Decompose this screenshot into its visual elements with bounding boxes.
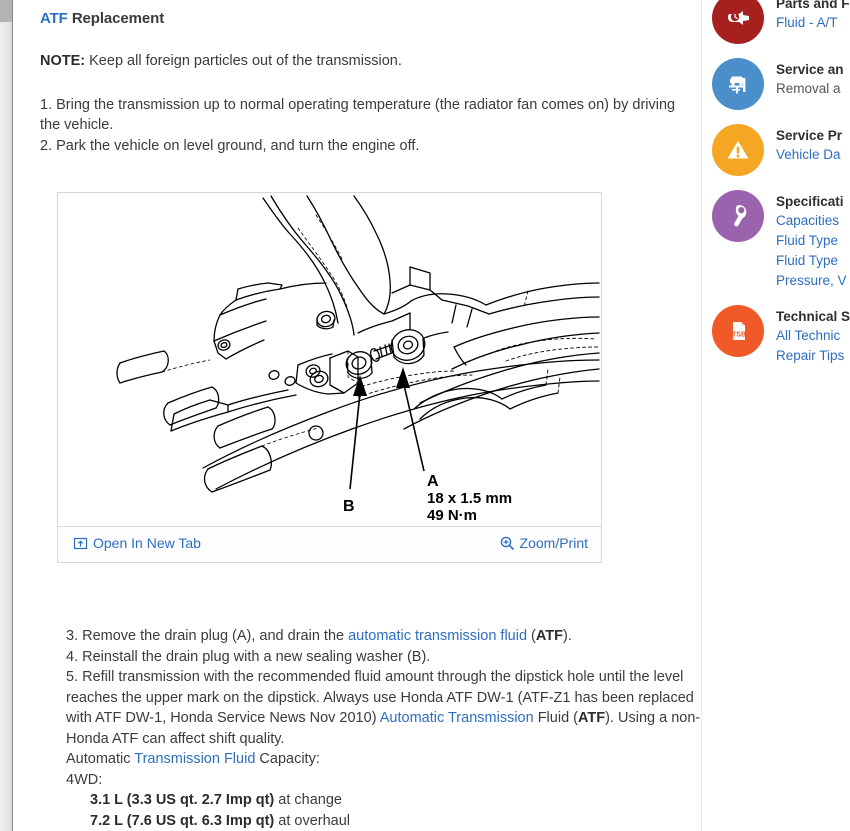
note-text: Keep all foreign particles out of the transmission.: [85, 53, 402, 69]
capacity-overhaul-value: 7.2 L (7.6 US qt. 6.3 Imp qt): [90, 812, 275, 829]
sidebar-link-repair-tips[interactable]: Repair Tips: [776, 348, 845, 363]
step-4: 4. Reinstall the drain plug with a new sealing washer (B).: [66, 648, 431, 665]
note-label: NOTE:: [40, 53, 86, 69]
step-2: 2. Park the vehicle on level ground, and turn the engine off.: [40, 137, 420, 154]
callout-b-letter: B: [343, 498, 355, 515]
sidebar-link-fluid-type-2[interactable]: Fluid Type: [776, 253, 839, 268]
scrollbar-thumb[interactable]: [0, 0, 12, 22]
related-resources-sidebar: [701, 0, 850, 831]
step-5-prefix: 5. Refill transmission with the recommended fluid amount through the dipstick hole until the level reaches the upper mark on the dipstick. Always use Honda ATF DW-1 (ATF-Z1 has been replaced with ATF DW-1, Honda Service News Nov 2010): [66, 669, 694, 726]
warning-triangle-icon: [712, 124, 764, 176]
sidebar-sub-removal: Removal a: [776, 81, 841, 96]
sidebar-link-all-technical[interactable]: All Technic: [776, 328, 841, 343]
callout-a-spec-size: 18 x 1.5 mm: [427, 490, 513, 507]
sidebar-title-service-and-repair: Service an: [776, 62, 844, 77]
sidebar-title-technical-service-bulletins: Technical S: [776, 309, 850, 324]
step-3-link[interactable]: automatic transmission fluid: [348, 628, 528, 644]
sidebar-item-technical-service-bulletins[interactable]: [702, 305, 850, 366]
transmission-drain-plug-drawing: [58, 193, 601, 526]
step-3-prefix: 3. Remove the drain plug (A), and drain the: [66, 628, 349, 644]
capacity-overhaul-label: at overhaul: [274, 812, 351, 829]
page-title: [40, 10, 700, 27]
zoom-print-button[interactable]: [500, 535, 588, 551]
capacity-suffix: Capacity:: [255, 751, 320, 767]
sidebar-link-vehicle-damage[interactable]: Vehicle Da: [776, 147, 841, 162]
sidebar-item-parts-and-fluids-texts: [776, 0, 850, 33]
sidebar-title-service-precautions: Service Pr: [776, 128, 843, 143]
sidebar-link-capacities[interactable]: Capacities: [776, 213, 840, 228]
tsb-document-icon: [712, 305, 764, 357]
figure-panel: [57, 192, 602, 563]
sidebar-title-parts-and-fluids: Parts and F: [776, 0, 850, 11]
callout-a-spec-torque: 49 N·m: [427, 507, 478, 524]
step-5-mid: Fluid (: [533, 710, 578, 726]
sidebar-item-service-precautions[interactable]: [702, 124, 845, 176]
car-lift-icon: [712, 58, 764, 110]
capacity-link[interactable]: Transmission Fluid: [134, 751, 256, 767]
step-3: [66, 626, 720, 647]
capacity-prefix: Automatic: [66, 751, 135, 767]
sidebar-title-specifications: Specificati: [776, 194, 844, 209]
drivetrain-label: 4WD:: [66, 771, 103, 788]
capacity-overhaul: [66, 811, 720, 831]
steps-3-5: [66, 626, 720, 831]
sidebar-item-parts-and-fluids[interactable]: [702, 0, 850, 44]
capacity-change: [66, 790, 720, 811]
sidebar-item-technical-service-bulletins-texts: [776, 305, 850, 366]
magnifier-plus-icon: [500, 536, 514, 550]
open-in-new-tab-button[interactable]: [74, 535, 201, 551]
step-5-atf: ATF: [578, 710, 606, 726]
sidebar-link-fluid-at[interactable]: Fluid - A/T: [776, 15, 838, 30]
sidebar-item-specifications[interactable]: [702, 190, 845, 291]
external-window-icon: [74, 537, 87, 550]
page-title-link[interactable]: ATF: [40, 10, 68, 27]
sidebar-link-fluid-type-1[interactable]: Fluid Type: [776, 233, 839, 248]
step-3-mid: (: [527, 628, 536, 644]
sidebar-item-service-and-repair-texts: [776, 58, 844, 99]
vertical-scrollbar[interactable]: [0, 0, 13, 831]
zoom-print-label: Zoom/Print: [519, 535, 588, 551]
wrench-icon: [712, 190, 764, 242]
oil-can-icon: [712, 0, 764, 44]
note-paragraph: [40, 51, 700, 72]
svg-text:TSB: TSB: [732, 331, 746, 339]
step-3-atf: ATF: [535, 628, 564, 644]
steps-1-2: [40, 95, 690, 157]
step-1: 1. Bring the transmission up to normal operating temperature (the radiator fan comes on) by driving the vehicle.: [40, 96, 676, 133]
sidebar-item-service-precautions-texts: [776, 124, 842, 165]
capacity-change-value: 3.1 L (3.3 US qt. 2.7 Imp qt): [90, 792, 275, 808]
document-content: [14, 0, 700, 831]
open-in-new-tab-label: Open In New Tab: [93, 535, 201, 551]
callout-a-letter: A: [427, 473, 439, 490]
step-5: [66, 667, 720, 749]
sidebar-link-pressure[interactable]: Pressure, V: [776, 273, 847, 288]
step-5-link[interactable]: Automatic Transmission: [379, 710, 534, 726]
figure-toolbar: [58, 526, 601, 562]
sidebar-item-service-and-repair[interactable]: [702, 58, 845, 110]
capacity-change-label: at change: [274, 792, 342, 808]
step-3-suffix: ).: [563, 628, 572, 644]
page-title-rest: Replacement: [67, 10, 165, 27]
callout-b-leader: [350, 393, 360, 489]
step-5-suffix: ). Using a non-Honda ATF can affect shift quality.: [66, 710, 701, 747]
sidebar-item-specifications-texts: [776, 190, 847, 291]
transmission-diagram: [58, 193, 601, 526]
capacity-heading: [66, 749, 720, 770]
